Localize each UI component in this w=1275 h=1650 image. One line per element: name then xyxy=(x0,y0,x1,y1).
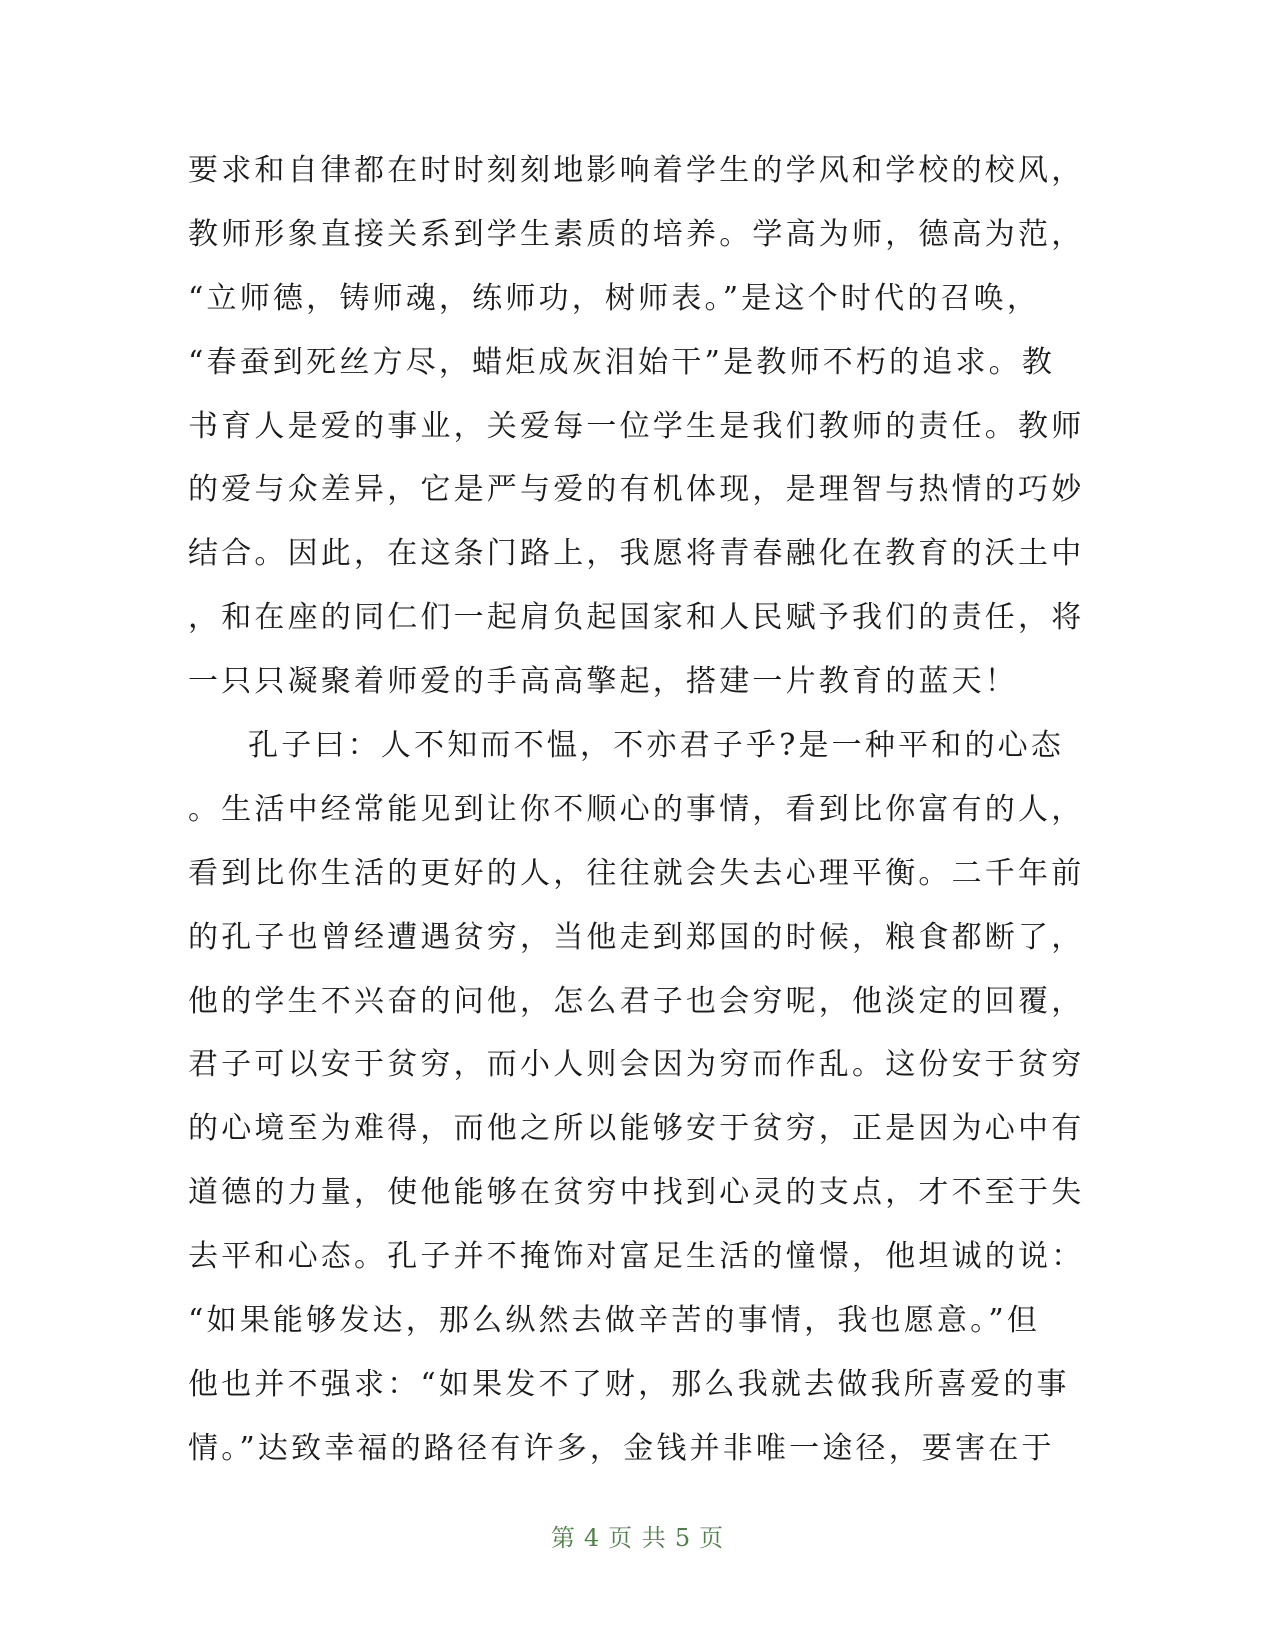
footer-suffix: 页 xyxy=(699,1524,725,1552)
total-pages: 5 xyxy=(674,1524,692,1552)
page-footer xyxy=(0,1518,1275,1553)
text-line: 道德的力量，使他能够在贫穷中找到心灵的支点，才不至于失 xyxy=(188,1175,1085,1211)
text-line: “如果能够发达，那么纵然去做辛苦的事情，我也愿意。”但 xyxy=(188,1303,1041,1339)
text-line: 他也并不强求：“如果发不了财，那么我就去做我所喜爱的事 xyxy=(188,1366,1070,1402)
text-line: 看到比你生活的更好的人，往往就会失去心理平衡。二千年前 xyxy=(188,855,1085,891)
footer-middle: 页 共 xyxy=(608,1524,667,1552)
text-line: 的心境至为难得，而他之所以能够安于贫穷，正是因为心中有 xyxy=(188,1111,1085,1147)
text-line: “立师德，铸师魂，练师功，树师表。”是这个时代的召唤， xyxy=(188,280,1041,316)
page-number: 4 xyxy=(583,1524,601,1552)
document-body xyxy=(188,139,1088,1481)
text-line: 去平和心态。孔子并不掩饰对富足生活的憧憬，他坦诚的说： xyxy=(188,1239,1085,1275)
text-line: “春蚕到死丝方尽，蜡炬成灰泪始干”是教师不朽的追求。教 xyxy=(188,344,1056,380)
text-line: 情。”达致幸福的路径有许多，金钱并非唯一途径，要害在于 xyxy=(188,1430,1055,1466)
text-line: 他的学生不兴奋的问他，怎么君子也会穷呢，他淡定的回覆， xyxy=(188,983,1085,1019)
footer-prefix: 第 xyxy=(550,1524,576,1552)
text-line: 的孔子也曾经遭遇贫穷，当他走到郑国的时候，粮食都断了， xyxy=(188,919,1085,955)
text-line: 要求和自律都在时时刻刻地影响着学生的学风和学校的校风， xyxy=(188,153,1085,188)
text-line: 教师形象直接关系到学生素质的培养。学高为师，德高为范， xyxy=(188,216,1085,252)
text-line: 结合。因此，在这条门路上，我愿将青春融化在教育的沃土中 xyxy=(188,536,1085,572)
text-line: ，和在座的同仁们一起肩负起国家和人民赋予我们的责任，将 xyxy=(188,600,1085,636)
text-line: 一只只凝聚着师爱的手高高擎起，搭建一片教育的蓝天！ xyxy=(188,664,1018,700)
text-line: 君子可以安于贫穷，而小人则会因为穷而作乱。这份安于贫穷 xyxy=(188,1047,1085,1083)
text-line: 。生活中经常能见到让你不顺心的事情，看到比你富有的人， xyxy=(188,791,1085,827)
paragraph-start-line: 孔子曰：人不知而不愠，不亦君子乎?是一种平和的心态 xyxy=(248,728,1065,764)
text-line: 书育人是爱的事业，关爱每一位学生是我们教师的责任。教师 xyxy=(188,408,1085,444)
text-line: 的爱与众差异，它是严与爱的有机体现，是理智与热情的巧妙 xyxy=(188,472,1085,508)
